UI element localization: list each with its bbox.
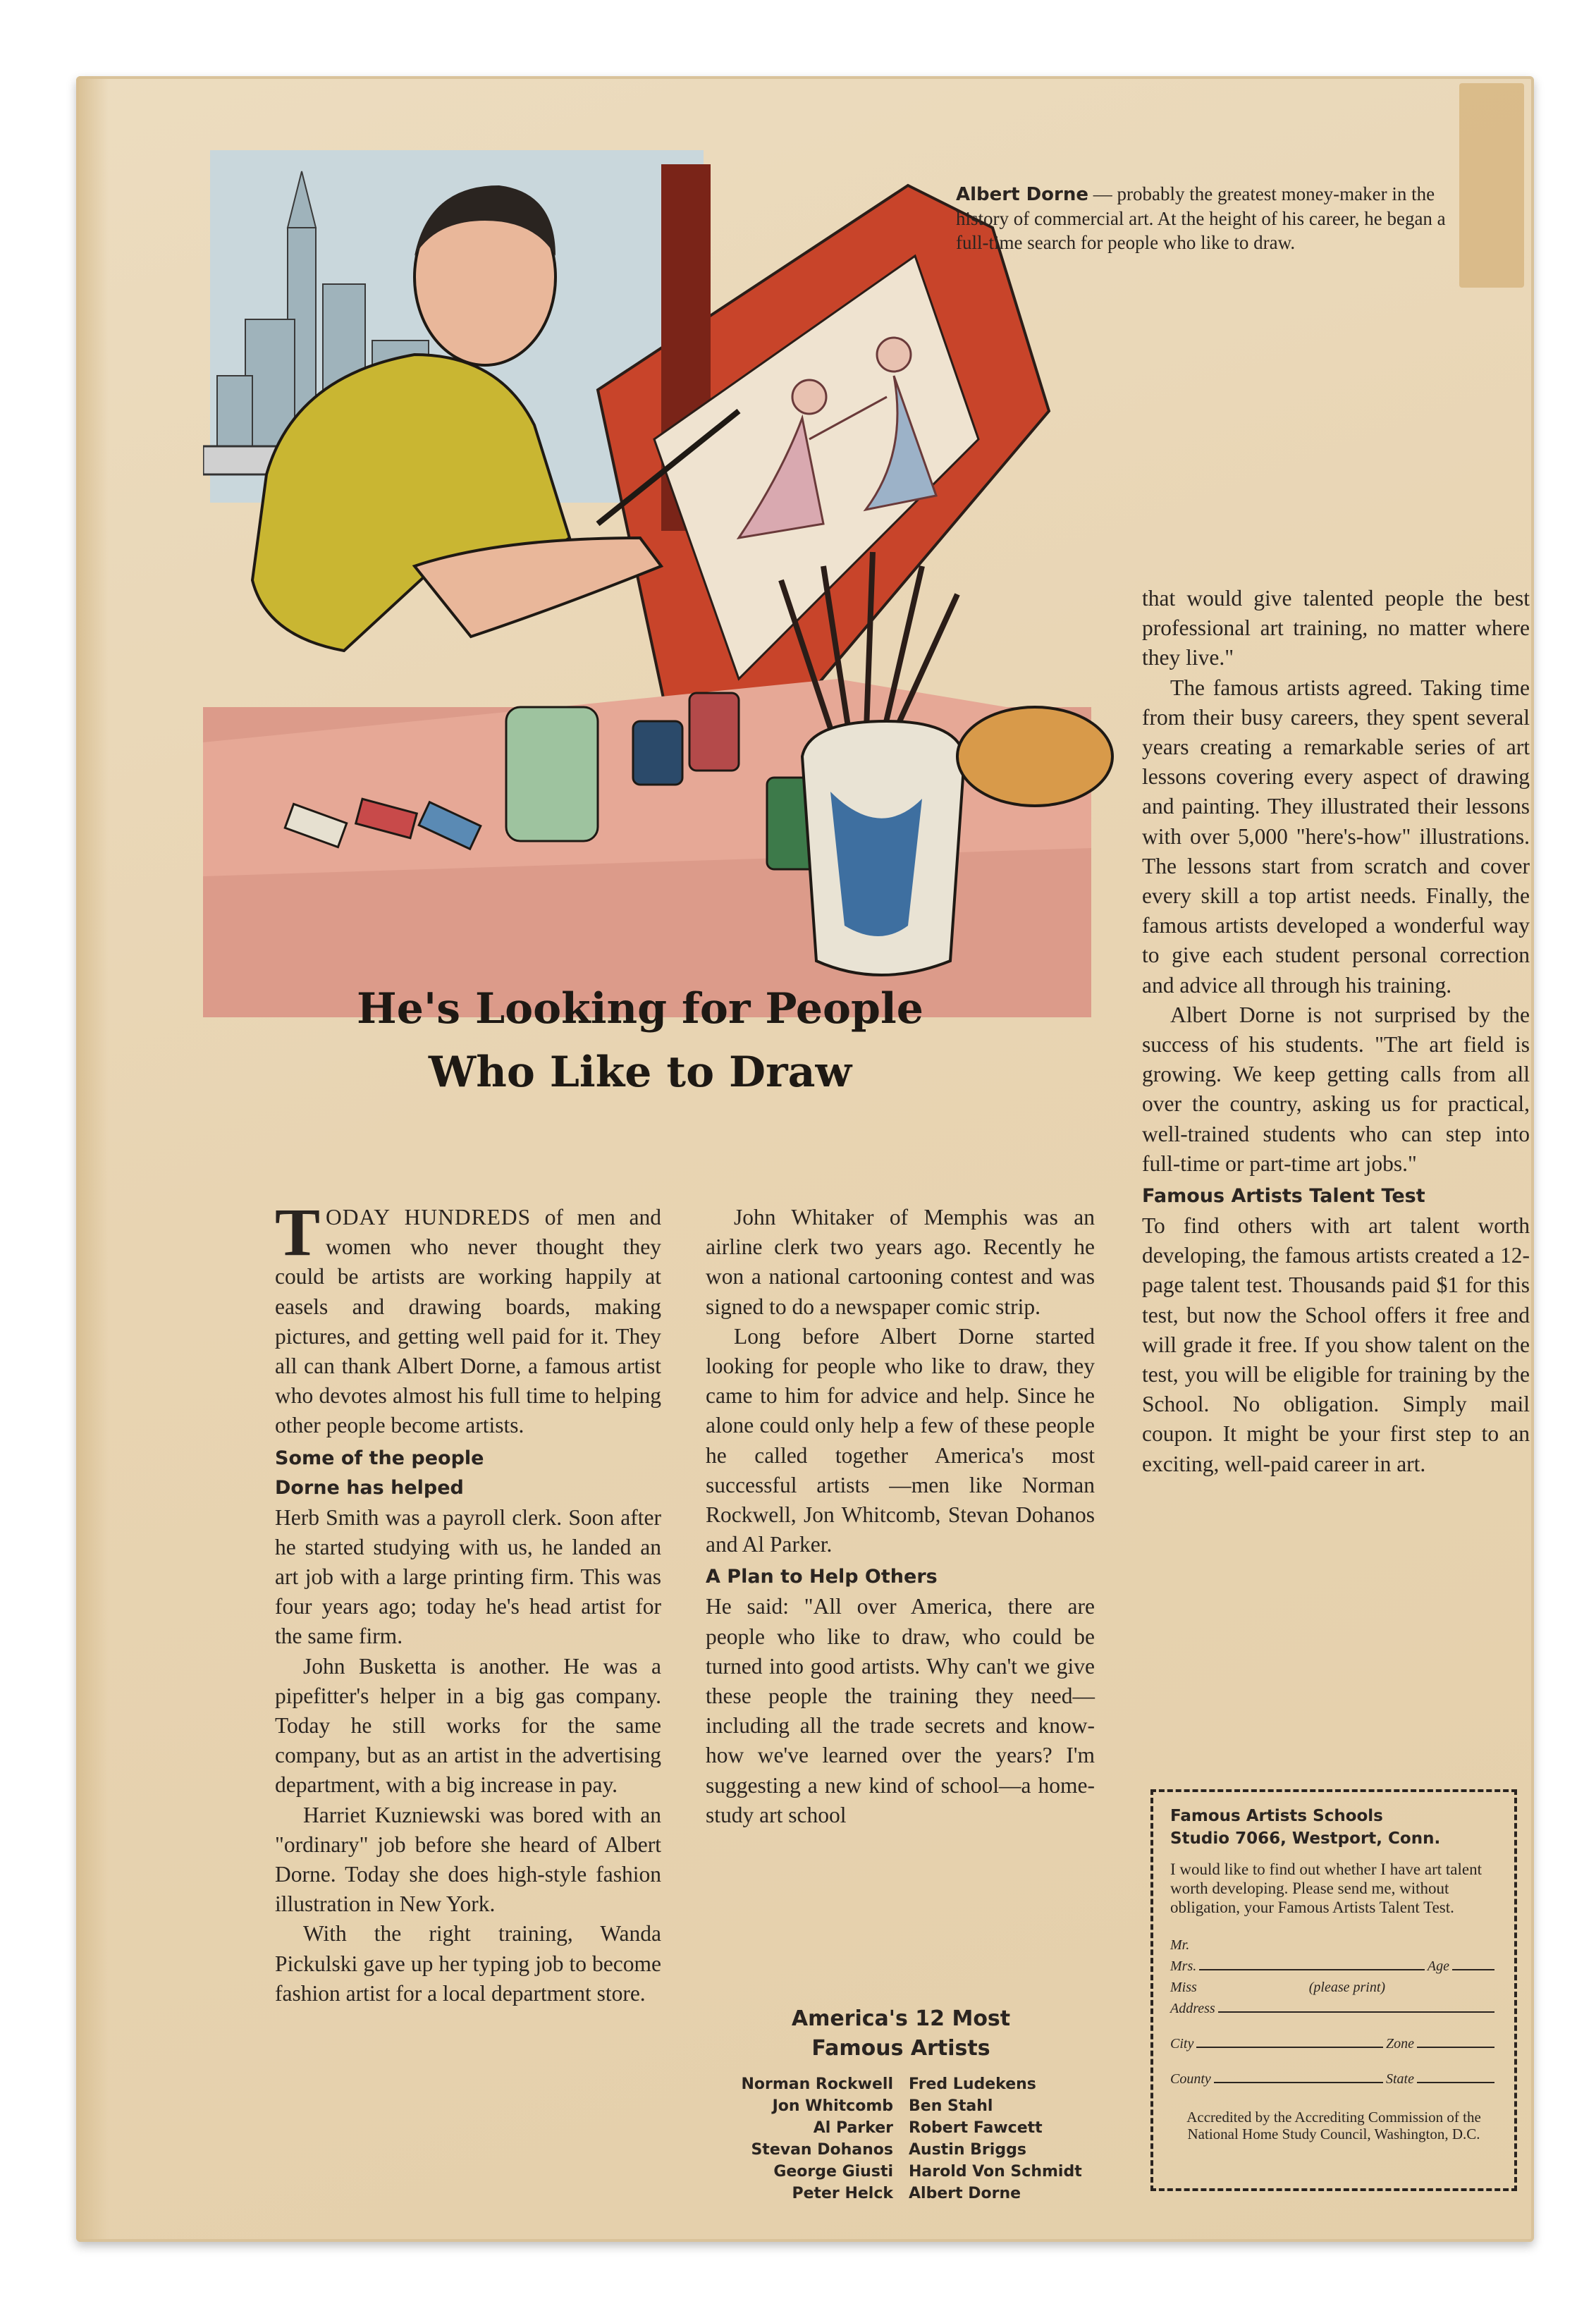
artist-name: Austin Briggs bbox=[909, 2141, 1026, 2159]
subheading-talent-test: Famous Artists Talent Test bbox=[1142, 1185, 1425, 1208]
article-column-1 bbox=[275, 1194, 661, 2009]
address-field[interactable] bbox=[1218, 2011, 1494, 2013]
artist-name: Harold Von Schmidt bbox=[909, 2163, 1082, 2181]
coupon-row-city bbox=[1170, 2031, 1497, 2052]
label-age: Age bbox=[1427, 1958, 1449, 1974]
artist-name: Albert Dorne bbox=[909, 2185, 1021, 2202]
paragraph-not-surprised: Albert Dorne is not surprised by the success of his students. "The art field is growing. We keep getting calls from all over the country, asking us for practical, well-trained students who can step into full-time or part-time art jobs." bbox=[1142, 1002, 1530, 1176]
paragraph-john-busketta: John Busketta is another. He was a pipefitter's helper in a big gas company. Today he still works for the same company, but as an artist in the advertising department, with a big increase in pay. bbox=[275, 1653, 661, 1798]
paragraph-talent-test: To find others with art talent worth developing, the famous artists created a 12-page talent test. Thousands paid $1 for this test, but now the School offers it free and will grade it free. If you show talent on the test, you will be eligible for training by the School. No obligation. Simply mail coupon. It might be your first step to an exciting, well-paid career in art. bbox=[1142, 1213, 1530, 1476]
subheading-people-1: Some of the people bbox=[275, 1447, 484, 1469]
city-field[interactable] bbox=[1196, 2047, 1383, 2048]
label-please-print: (please print) bbox=[1308, 1980, 1386, 1995]
state-field[interactable] bbox=[1417, 2082, 1494, 2083]
coupon-accreditation: Accredited by the Accrediting Commission of the National Home Study Council, Washington, D.C. bbox=[1186, 2109, 1481, 2142]
label-address: Address bbox=[1170, 2001, 1215, 2016]
artist-name: Jon Whitcomb bbox=[772, 2097, 893, 2115]
subheading-plan: A Plan to Help Others bbox=[706, 1566, 938, 1588]
paragraph-he-said: He said: "All over America, there are people who like to draw, who could be turned into good artists. Why can't we give these people the training they need—including all the trade secrets and know-how we've learned over the years? I'm suggesting a new kind of school—a home-study art school bbox=[706, 1594, 1095, 1827]
coupon-row-address bbox=[1170, 1996, 1497, 2017]
paragraph-herb-smith: Herb Smith was a payroll clerk. Soon after he started studying with us, he landed an art job with a large printing firm. This was four years ago; today he's head artist for the same firm. bbox=[275, 1504, 661, 1649]
coupon-school: Famous Artists Schools bbox=[1170, 1807, 1383, 1825]
coupon-text: I would like to find out whether I have art talent worth developing. Please send me, without obligation, your Famous Artists Talent Test. bbox=[1170, 1860, 1482, 1916]
coupon-row-mrs bbox=[1170, 1954, 1497, 1975]
intro-text: of men and women who never thought they could be artists are working happily at easels and drawing boards, making pictures, and getting well paid for it. They all can thank Albert Dorne, a famous artist who devotes almost his full time to helping other people become artists. bbox=[275, 1205, 661, 1438]
caption-name: Albert Dorne bbox=[956, 184, 1088, 205]
label-zone: Zone bbox=[1386, 2036, 1414, 2052]
tape-strip bbox=[1459, 83, 1524, 288]
article-column-3 bbox=[1142, 584, 1530, 1479]
artists-list-title-1: America's 12 Most bbox=[791, 2006, 1011, 2031]
coupon-row-miss bbox=[1170, 1975, 1497, 1996]
artist-name: Norman Rockwell bbox=[741, 2075, 893, 2093]
artists-list-title-2: Famous Artists bbox=[811, 2036, 990, 2061]
artists-grid bbox=[696, 2073, 1105, 2204]
county-field[interactable] bbox=[1214, 2082, 1383, 2083]
artist-name: Fred Ludekens bbox=[909, 2075, 1036, 2093]
label-state: State bbox=[1386, 2071, 1414, 2087]
label-city: City bbox=[1170, 2036, 1194, 2052]
label-mrs: Mrs. bbox=[1170, 1958, 1197, 1974]
label-miss: Miss bbox=[1170, 1980, 1197, 1995]
headline-line-1: He's Looking for People bbox=[357, 984, 923, 1034]
intro-paragraph bbox=[275, 1194, 661, 1441]
artist-name: Stevan Dohanos bbox=[751, 2141, 893, 2159]
coupon-row-mr bbox=[1170, 1932, 1497, 1954]
age-field[interactable] bbox=[1452, 1969, 1494, 1970]
coupon-row-county bbox=[1170, 2066, 1497, 2087]
label-county: County bbox=[1170, 2071, 1211, 2087]
dorne-illustration bbox=[203, 143, 1134, 1031]
headline-line-2: Who Like to Draw bbox=[428, 1048, 852, 1097]
name-field[interactable] bbox=[1199, 1969, 1425, 1970]
artist-name: Robert Fawcett bbox=[909, 2119, 1043, 2137]
coupon-form bbox=[1170, 1932, 1497, 2087]
famous-artists-list bbox=[696, 2004, 1105, 2204]
mail-coupon[interactable] bbox=[1150, 1789, 1517, 2191]
magazine-page bbox=[76, 76, 1534, 2242]
headline bbox=[182, 977, 1098, 1104]
article-column-2 bbox=[706, 1203, 1095, 1830]
coupon-studio: Studio 7066, Westport, Conn. bbox=[1170, 1829, 1441, 1848]
paragraph-john-whitaker: John Whitaker of Memphis was an airline clerk two years ago. Recently he won a national cartooning contest and was signed to do a newspaper comic strip. bbox=[706, 1205, 1095, 1319]
paragraph-artists-agreed: The famous artists agreed. Taking time from their busy careers, they spent several years creating a remarkable series of art lessons covering every aspect of drawing and painting. They illustrated their lessons with over 5,000 "here's-how" illustrations. The lessons start from scratch and cover every skill a top artist needs. Finally, the famous artists developed a wonderful way to give each student personal correction and advice all through his training. bbox=[1142, 675, 1530, 998]
paragraph-wanda: With the right training, Wanda Pickulski gave up her typing job to become fashion artist for a local department store. bbox=[275, 1921, 661, 2006]
artist-name: George Giusti bbox=[773, 2163, 893, 2181]
subheading-people-2: Dorne has helped bbox=[275, 1476, 464, 1499]
paragraph-continued: that would give talented people the best professional art training, no matter where they live." bbox=[1142, 586, 1530, 670]
zone-field[interactable] bbox=[1417, 2047, 1494, 2048]
drop-cap: T bbox=[275, 1194, 321, 1270]
artist-name: Al Parker bbox=[813, 2119, 893, 2137]
intro-smallcaps: ODAY HUNDREDS bbox=[326, 1205, 532, 1229]
water-bowl bbox=[957, 707, 1112, 806]
artist-name: Peter Helck bbox=[792, 2185, 893, 2202]
artist-name: Ben Stahl bbox=[909, 2097, 993, 2115]
paragraph-long-before: Long before Albert Dorne started looking for people who like to draw, they came to him for advice and help. Since he alone could only help a few of these people he called together America's most successful artists —men like Norman Rockwell, Jon Whitcomb, Stevan Dohanos and Al Parker. bbox=[706, 1323, 1095, 1557]
paragraph-harriet: Harriet Kuzniewski was bored with an "ordinary" job before she heard of Albert Dorne. Today she does high-style fashion illustration in New York. bbox=[275, 1802, 661, 1917]
label-mr: Mr. bbox=[1170, 1937, 1190, 1953]
illustration-caption bbox=[956, 182, 1449, 255]
caption-text: — probably the greatest money-maker in the history of commercial art. At the height of his career, he began a full-time search for people who like to draw. bbox=[956, 183, 1446, 253]
